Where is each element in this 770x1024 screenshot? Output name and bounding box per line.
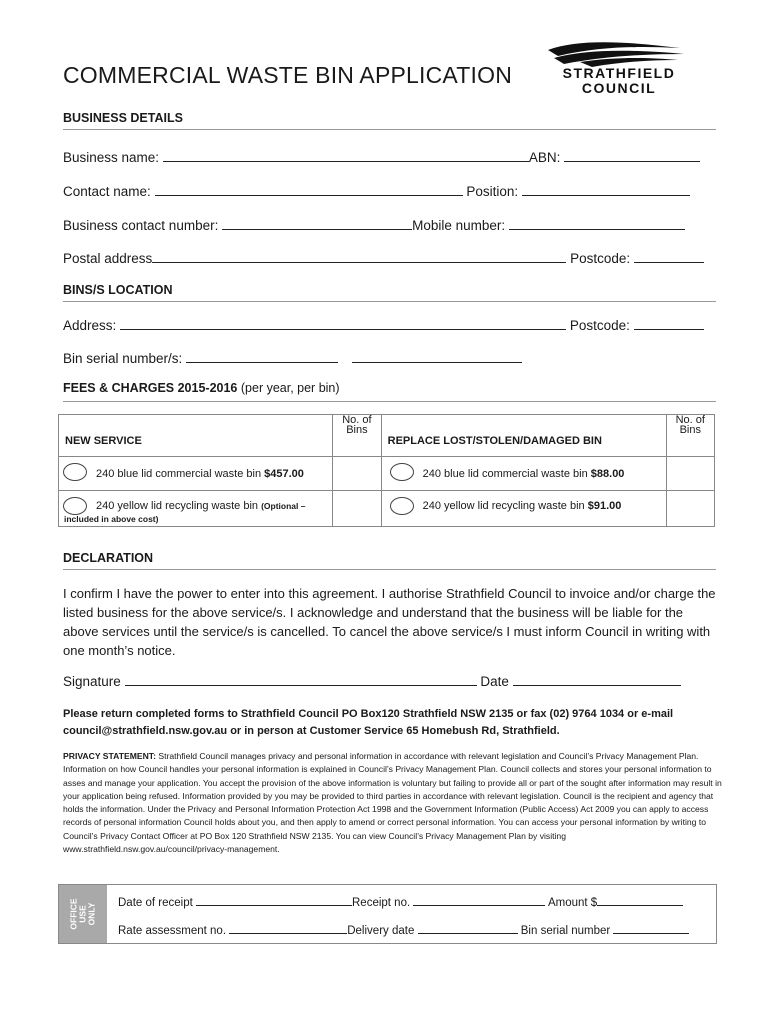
bins-location-heading: BINS/S LOCATION: [63, 283, 173, 297]
office-side-line2: USE: [77, 905, 88, 923]
contact-name-label: Contact name:: [63, 184, 151, 199]
rep-blue-option[interactable]: [390, 463, 414, 481]
date-of-receipt-label: Date of receipt: [118, 897, 193, 909]
signature-field[interactable]: [125, 672, 477, 686]
office-row-1: [118, 894, 683, 909]
position-label: Position:: [466, 184, 519, 199]
divider: [63, 129, 716, 130]
postal-address-label: Postal address: [63, 251, 153, 266]
rep-yellow-label: 240 yellow lid recycling waste bin: [422, 500, 585, 512]
declaration-text: I confirm I have the power to enter into this agreement. I authorise Strathfield Council to invoice and/or charge the listed business for the above service/s. I acknowledge and understand that the business will be liable for the above services until the service/s is cancelled. To cancel the above service/s I must inform Council in writing with one month’s notice.: [63, 586, 716, 658]
signature-row: [63, 672, 681, 689]
business-name-field[interactable]: [163, 148, 529, 162]
office-side-line3: ONLY: [86, 902, 97, 926]
contact-number-row: [63, 216, 685, 233]
new-yellow-option[interactable]: [63, 497, 87, 515]
postal-address-row: [63, 249, 704, 266]
declaration-heading: DECLARATION: [63, 551, 154, 565]
contact-name-row: [63, 182, 690, 199]
new-yellow-note: (Optional –: [261, 501, 306, 511]
divider: [63, 569, 716, 570]
new-blue-qty[interactable]: [333, 457, 381, 491]
replace-header: REPLACE LOST/STOLEN/DAMAGED BIN: [381, 415, 666, 457]
new-yellow-label: 240 yellow lid recycling waste bin: [96, 500, 259, 512]
fees-heading-label: FEES & CHARGES 2015-2016: [63, 381, 238, 395]
rate-assessment-field[interactable]: [229, 922, 347, 934]
address-row: [63, 316, 704, 333]
rep-blue-qty[interactable]: [666, 457, 714, 491]
divider: [63, 301, 716, 302]
date-of-receipt-field[interactable]: [196, 894, 352, 906]
address-field[interactable]: [120, 316, 566, 330]
mobile-number-field[interactable]: [509, 216, 685, 230]
bin-serial-label: Bin serial number/s:: [63, 351, 183, 366]
delivery-date-field[interactable]: [418, 922, 518, 934]
signature-label: Signature: [63, 674, 121, 689]
receipt-no-field[interactable]: [413, 894, 545, 906]
office-use-box: [58, 884, 717, 944]
new-blue-price: $457.00: [264, 468, 304, 480]
new-yellow-qty[interactable]: [333, 491, 381, 527]
office-use-label: [59, 885, 107, 943]
office-bin-serial-label: Bin serial number: [520, 925, 611, 937]
divider: [63, 401, 716, 402]
rep-yellow-option[interactable]: [390, 497, 414, 515]
postcode-label: Postcode:: [570, 251, 631, 266]
position-field[interactable]: [522, 182, 690, 196]
bins-label: Bins: [346, 424, 368, 436]
rep-yellow-cell: [381, 491, 666, 527]
abn-label: ABN:: [528, 150, 561, 165]
bin-serial-field-1[interactable]: [186, 349, 338, 363]
business-name-row: [63, 148, 700, 165]
office-row-2: [118, 922, 689, 937]
business-contact-number-field[interactable]: [222, 216, 412, 230]
address-label: Address:: [63, 318, 117, 333]
privacy-statement: [63, 750, 723, 856]
business-contact-number-label: Business contact number:: [63, 218, 219, 233]
contact-name-field[interactable]: [155, 182, 463, 196]
new-service-header: NEW SERVICE: [59, 415, 333, 457]
business-name-label: Business name:: [63, 150, 160, 165]
new-no-of-bins-header: [333, 415, 381, 457]
logo-text-line1: STRATHFIELD: [562, 65, 676, 81]
fees-heading-note: (per year, per bin): [240, 381, 340, 395]
receipt-no-label: Receipt no.: [352, 897, 411, 909]
rep-blue-price: $88.00: [590, 468, 625, 480]
date-label: Date: [480, 674, 509, 689]
postcode-field[interactable]: [634, 249, 704, 263]
office-bin-serial-field[interactable]: [613, 922, 689, 934]
new-blue-cell: [59, 457, 333, 491]
bin-serial-row: [63, 349, 522, 366]
rep-yellow-qty[interactable]: [666, 491, 714, 527]
fees-table: [58, 414, 715, 527]
rep-blue-label: 240 blue lid commercial waste bin: [422, 468, 588, 480]
date-field[interactable]: [513, 672, 681, 686]
mobile-number-label: Mobile number:: [412, 218, 506, 233]
council-logo: [540, 40, 690, 100]
logo-swoosh-icon: [540, 40, 690, 68]
new-blue-label: 240 blue lid commercial waste bin: [96, 468, 262, 480]
bins-label: Bins: [679, 424, 701, 436]
amount-field[interactable]: [597, 894, 683, 906]
new-blue-option[interactable]: [63, 463, 87, 481]
office-side-line1: OFFICE: [68, 898, 79, 930]
business-details-heading: BUSINESS DETAILS: [63, 111, 183, 125]
return-instructions: Please return completed forms to Strathfield Council PO Box120 Strathfield NSW 2135 or fax (02) 9764 1034 or e-mail council@strathfield.nsw.gov.au or in person at Customer Service 65 Homebush Rd, Strathfield.: [63, 708, 674, 737]
no-of-label: No. of: [675, 414, 705, 426]
location-postcode-field[interactable]: [634, 316, 704, 330]
privacy-label: PRIVACY STATEMENT:: [63, 751, 156, 761]
rate-assessment-label: Rate assessment no.: [118, 925, 227, 937]
rep-yellow-price: $91.00: [587, 500, 622, 512]
abn-field[interactable]: [564, 148, 700, 162]
rep-blue-cell: [381, 457, 666, 491]
amount-label: Amount $: [547, 897, 598, 909]
location-postcode-label: Postcode:: [569, 318, 630, 333]
replace-no-of-bins-header: [666, 415, 714, 457]
page-title: COMMERCIAL WASTE BIN APPLICATION: [63, 62, 513, 88]
fees-heading: [63, 381, 340, 395]
no-of-label: No. of: [342, 414, 372, 426]
logo-text-line2: COUNCIL: [581, 80, 657, 96]
new-yellow-cell: [59, 491, 333, 527]
privacy-text: Strathfield Council manages privacy and personal information in accordance with relevant legislation and Council’s Privacy Management Plan. Information on how Council handles your personal information is explained in Council’s Privacy Management Plan. Council collects and stores your personal information to asses and manage your application. You accept the provision of the above information is voluntary but failing to provide all or part of the sought after information may result in your application being refused. Information provided by you may be provided to third parties in accordance with relevant legislation. Council is the recipient and agency that holds the information. Under the Privacy and Personal Information Protection Act 1998 and the Government Information (Public Access) Act 2009 you can apply to access records of personal information Council holds about you, and then apply to amend or correct personal information. You can access your personal information by writing to Council’s Privacy Contact Officer at PO Box 120 Strathfield NSW 2135. You can view Council’s Privacy Management Plan by visiting www.strathfield.nsw.gov.au/council/privacy-management.: [63, 751, 722, 855]
new-yellow-note2: included in above cost): [64, 514, 159, 524]
postal-address-field[interactable]: [152, 249, 566, 263]
delivery-date-label: Delivery date: [347, 925, 415, 937]
bin-serial-field-2[interactable]: [352, 349, 522, 363]
